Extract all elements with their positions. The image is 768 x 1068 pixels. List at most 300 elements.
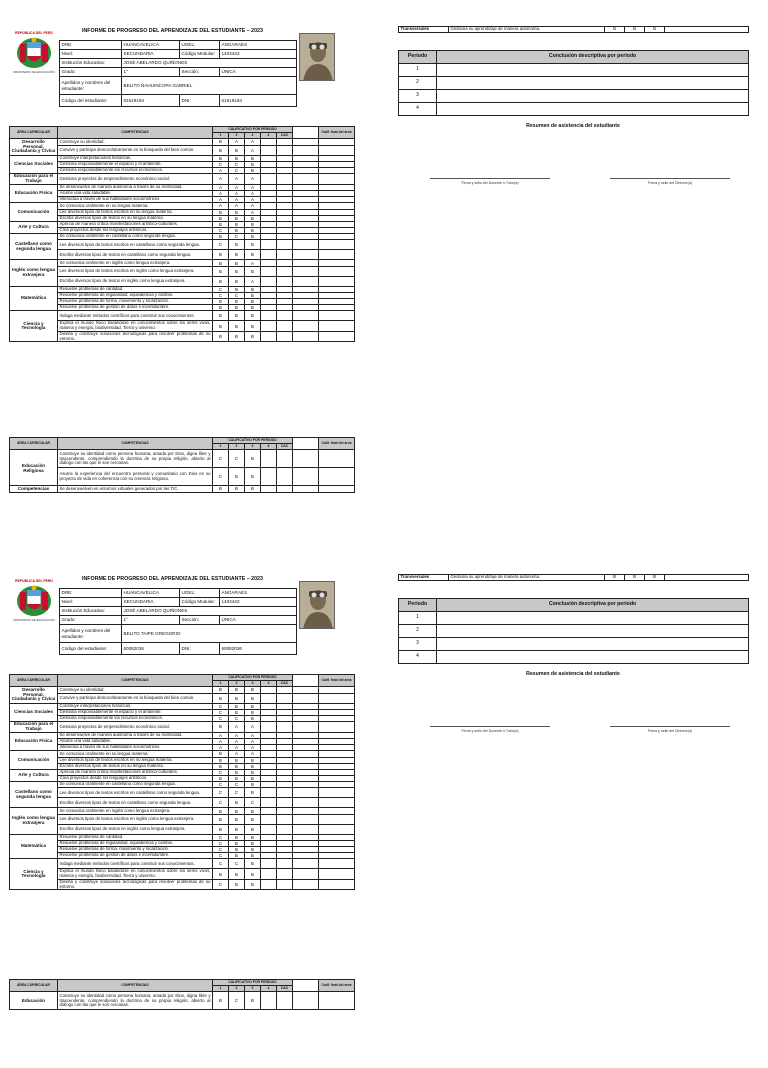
grade-cell: B xyxy=(229,763,245,769)
info-row xyxy=(60,77,297,95)
calif-final-header: Calif. final del área xyxy=(319,438,355,450)
competency-text: Construye su identidad como persona humana, amada por Dios, digna libre y trascendente, comprendiendo la doctrina de su propia religión, abierto al diálogo con las que le son cercanas. xyxy=(58,992,213,1010)
final-grade-cell xyxy=(319,266,355,276)
grade-cell: A xyxy=(229,197,245,203)
grade-cell: A xyxy=(245,139,261,145)
grade-cell: C xyxy=(213,468,229,486)
period-header-p3: 3 xyxy=(245,681,261,687)
grade-cell-p4 xyxy=(261,798,277,808)
area-name: Ciencia y Tecnología xyxy=(10,311,58,342)
competency-text: Lee diversos tipos de textos escritos en su lengua materna. xyxy=(58,209,213,215)
autonomia-grade: B xyxy=(625,27,645,33)
crest-top-text: REPÚBLICA DEL PERÚ xyxy=(15,31,53,35)
grade-cell: B xyxy=(245,703,261,709)
grade-cell: A xyxy=(229,722,245,733)
blank-cell xyxy=(293,331,319,341)
competency-row xyxy=(10,879,355,889)
period-header-cac: CAC xyxy=(277,681,293,687)
competency-text: Se comunica oralmente en inglés como lengua extranjera. xyxy=(58,260,213,266)
blank-cell xyxy=(293,266,319,276)
grade-cell: B xyxy=(229,240,245,250)
grade-cell: B xyxy=(245,847,261,853)
competency-text: Diseña y construye soluciones tecnológicas para resolver problemas de su entorno. xyxy=(59,330,211,341)
blank-cell xyxy=(293,174,319,185)
grade-cell: B xyxy=(213,234,229,240)
final-grade-cell xyxy=(319,331,355,341)
grade-cell: B xyxy=(213,814,229,824)
competency-text: Lee diversos tipos de textos escritos en castellano como segunda lengua. xyxy=(58,788,213,798)
grade-cell: A xyxy=(229,174,245,185)
competency-text: Crea proyectos desde los lenguajes artísticos. xyxy=(58,776,213,782)
blank-cell xyxy=(293,321,319,331)
tic-row xyxy=(10,486,355,492)
info-row xyxy=(60,598,297,607)
ugel-label: UGEL: xyxy=(180,589,220,598)
competency-text: Indaga mediante métodos científicos para construir sus conocimientos. xyxy=(58,311,213,321)
competency-text: Escribe diversos tipos de textos en castellano como segunda lengua. xyxy=(58,798,213,808)
grade-cell: A xyxy=(213,167,229,173)
dni-label: DNI: xyxy=(180,643,220,655)
grade-cell: B xyxy=(213,209,229,215)
blank-cell xyxy=(293,311,319,321)
grade-cell: A xyxy=(229,751,245,757)
grade-cell: B xyxy=(229,776,245,782)
religion-area-name: Educación Religiosa xyxy=(10,450,58,486)
grade-cell: B xyxy=(245,757,261,763)
competency-text: Resuelve problemas de cantidad. xyxy=(58,286,213,292)
dre-value: HUANCAVELICA xyxy=(122,589,180,598)
grade-cell: A xyxy=(229,745,245,751)
grade-cell-cac xyxy=(277,869,293,879)
final-grade-cell xyxy=(319,250,355,260)
info-row xyxy=(60,589,297,598)
grade-cell: B xyxy=(213,486,229,492)
religion-grades-table xyxy=(9,979,355,1010)
competency-text: Explica el mundo físico basándose en conocimientos sobre los seres vivos, materia y energía, biodiversidad, Tierra y universo. xyxy=(59,320,211,331)
calificativo-header: CALIFICATIVO POR PERIODO xyxy=(213,675,293,681)
blank-cell xyxy=(293,276,319,286)
teacher-signature-line: Firma y sello del Docente o Tutor(a) xyxy=(430,726,550,733)
grade-cell-cac xyxy=(277,266,293,276)
grade-cell: B xyxy=(229,286,245,292)
competency-text: Gestiona responsablemente los recursos económicos. xyxy=(58,167,213,173)
grade-cell: B xyxy=(213,776,229,782)
conclusion-row xyxy=(399,90,749,103)
grade-cell: C xyxy=(229,161,245,167)
periodo-number: 2 xyxy=(399,77,437,90)
area-name: Educación Física xyxy=(10,732,58,751)
report-title: INFORME DE PROGRESO DEL APRENDIZAJE DEL ESTUDIANTE – 2023 xyxy=(82,28,263,34)
competency-row xyxy=(10,174,355,185)
ministry-crest xyxy=(8,580,60,626)
competency-row xyxy=(10,788,355,798)
religion-area-name: Educación xyxy=(10,992,58,1010)
grade-cell-cac xyxy=(277,468,293,486)
coat-of-arms-icon xyxy=(16,36,52,70)
final-grade-cell xyxy=(319,276,355,286)
final-grade-cell xyxy=(319,788,355,798)
seccion-value: ÚNICA xyxy=(220,68,297,77)
crest-top-text: REPÚBLICA DEL PERÚ xyxy=(15,579,53,583)
teacher-signature-line: Firma y sello del Docente o Tutor(a) xyxy=(430,178,550,185)
grade-cell: C xyxy=(213,240,229,250)
grade-cell-cac xyxy=(277,450,293,468)
grade-cell-cac xyxy=(277,311,293,321)
competency-text: Se comunica oralmente en castellano como segunda lengua. xyxy=(58,782,213,788)
religion-row xyxy=(10,468,355,486)
competency-text: Gestiona proyectos de emprendimiento económico social. xyxy=(58,174,213,185)
autonomia-grade: B xyxy=(625,575,645,581)
religion-row xyxy=(10,992,355,1010)
info-row xyxy=(60,643,297,655)
periodo-header: Periodo xyxy=(399,599,437,612)
grade-cell-cac xyxy=(277,824,293,834)
period-header-p2: 2 xyxy=(229,986,245,992)
area-header: ÁREA CURRICULAR xyxy=(10,980,58,992)
ministry-crest xyxy=(8,32,60,78)
grade-cell: C xyxy=(213,798,229,808)
grade-cell: B xyxy=(245,788,261,798)
competency-row xyxy=(10,240,355,250)
grade-cell: A xyxy=(213,732,229,738)
grade-cell: B xyxy=(245,709,261,715)
competency-row xyxy=(10,276,355,286)
competency-text: Lee diversos tipos de textos escritos en su lengua materna. xyxy=(58,757,213,763)
final-grade-cell xyxy=(319,722,355,733)
competency-row xyxy=(10,814,355,824)
grade-cell: C xyxy=(229,450,245,468)
area-header: ÁREA CURRICULAR xyxy=(10,675,58,687)
grade-cell: B xyxy=(229,703,245,709)
competency-row xyxy=(10,145,355,155)
grade-cell-cac xyxy=(277,321,293,331)
final-grade-cell xyxy=(319,145,355,155)
report-page-2 xyxy=(0,548,768,1068)
grade-cell: B xyxy=(245,763,261,769)
competency-text: Construye su identidad como persona humana, amada por Dios, digna libre y trascendente, comprendiendo la doctrina de su propia religión, abierto al diálogo con las que le son cercanas. xyxy=(58,450,213,468)
apellidos-label: Apellidos y nombres del estudiante: xyxy=(60,625,122,643)
grade-cell: B xyxy=(229,808,245,814)
transversal-row xyxy=(399,575,749,581)
grade-cell-cac xyxy=(277,879,293,889)
grade-cell-cac xyxy=(277,722,293,733)
report-page-1 xyxy=(0,0,768,520)
nivel-value: SECUNDARIA xyxy=(122,50,180,59)
competency-text: Se comunica oralmente en su lengua materna. xyxy=(58,203,213,209)
competency-text: Resuelve problemas de gestión de datos e incertidumbre. xyxy=(58,853,213,859)
grade-cell: B xyxy=(229,693,245,703)
grade-cell: A xyxy=(245,738,261,744)
coat-of-arms-icon xyxy=(16,584,52,618)
autonomia-competency: Gestiona su aprendizaje de manera autónoma. xyxy=(449,27,605,33)
conclusion-row xyxy=(399,612,749,625)
info-row xyxy=(60,95,297,107)
grade-cell-p4 xyxy=(261,276,277,286)
grade-cell: B xyxy=(245,824,261,834)
competency-text: Aprecia de manera crítica manifestaciones artístico-culturales. xyxy=(58,769,213,775)
grade-cell-p4 xyxy=(261,869,277,879)
competency-text: Explica el mundo físico basándose en conocimientos sobre los seres vivos, materia y energía, biodiversidad, Tierra y universo. xyxy=(59,868,211,879)
tic-area-name: Competencias xyxy=(10,486,58,492)
blank-header xyxy=(293,980,319,992)
grade-cell: B xyxy=(229,847,245,853)
grade-cell-p4 xyxy=(261,145,277,155)
grade-cell-p4 xyxy=(261,311,277,321)
final-grade-cell xyxy=(319,824,355,834)
grade-cell: A xyxy=(213,190,229,196)
grade-cell: B xyxy=(245,782,261,788)
area-name: Educación para el Trabajo xyxy=(10,722,58,733)
codigo-modular-label: Código Modular: xyxy=(180,50,220,59)
grade-cell: B xyxy=(229,879,245,889)
grade-cell: B xyxy=(213,321,229,331)
student-info-table xyxy=(59,40,297,107)
grade-cell: B xyxy=(229,709,245,715)
institucion-label: Institución Educativa: xyxy=(60,59,122,68)
conclusion-cell xyxy=(437,103,749,116)
grade-cell: B xyxy=(245,331,261,341)
conclusion-cell xyxy=(437,90,749,103)
area-name: Castellano como segunda lengua xyxy=(10,234,58,260)
autonomia-grade: B xyxy=(605,27,625,33)
blank-cell xyxy=(293,814,319,824)
dre-value: HUANCAVELICA xyxy=(122,41,180,50)
competency-row xyxy=(10,869,355,879)
grade-cell: B xyxy=(245,992,261,1010)
info-row xyxy=(60,59,297,68)
area-name: Arte y Cultura xyxy=(10,221,58,233)
grade-cell: B xyxy=(245,292,261,298)
student-portrait xyxy=(299,33,335,81)
seccion-value: ÚNICA xyxy=(220,616,297,625)
grade-cell: B xyxy=(245,311,261,321)
competency-text: Se desenvuelve de manera autónoma a través de su motricidad. xyxy=(58,184,213,190)
grade-cell: B xyxy=(213,145,229,155)
conclusion-cell xyxy=(437,638,749,651)
competency-text: Resuelve problemas de gestión de datos e incertidumbre. xyxy=(58,305,213,311)
student-name-value: BELITO ÑAHUINCOPA GABRIEL xyxy=(122,77,297,95)
apellidos-label: Apellidos y nombres del estudiante: xyxy=(60,77,122,95)
competency-row xyxy=(10,321,355,331)
grade-cell: B xyxy=(229,834,245,840)
report-title: INFORME DE PROGRESO DEL APRENDIZAJE DEL ESTUDIANTE – 2023 xyxy=(82,576,263,582)
grade-cell-p4 xyxy=(261,250,277,260)
competency-text: Asume una vida saludable. xyxy=(58,738,213,744)
grade-cell: B xyxy=(213,155,229,161)
competency-text: Se comunica oralmente en inglés como lengua extranjera. xyxy=(58,808,213,814)
grade-cell: A xyxy=(229,732,245,738)
religion-row xyxy=(10,450,355,468)
competency-text: Aprecia de manera crítica manifestaciones artístico-culturales. xyxy=(58,221,213,227)
conclusion-table xyxy=(398,598,749,664)
blank-cell xyxy=(293,869,319,879)
area-name: Matemática xyxy=(10,286,58,311)
autonomia-competency: Gestiona su aprendizaje de manera autónoma. xyxy=(449,575,605,581)
final-grade-cell xyxy=(319,450,355,468)
grade-cell: B xyxy=(213,687,229,693)
area-name: Matemática xyxy=(10,834,58,859)
area-name: Educación Física xyxy=(10,184,58,203)
grade-cell: B xyxy=(229,228,245,234)
grade-cell: A xyxy=(245,745,261,751)
grade-cell: B xyxy=(245,250,261,260)
grade-cell: B xyxy=(245,321,261,331)
competency-text: Diseña y construye soluciones tecnológicas para resolver problemas de su entorno. xyxy=(59,878,211,889)
grade-cell: B xyxy=(229,266,245,276)
grade-cell-p4 xyxy=(261,174,277,185)
autonomia-final xyxy=(665,27,749,33)
area-name: Ciencia y Tecnología xyxy=(10,859,58,890)
blank-cell xyxy=(293,450,319,468)
grade-cell: B xyxy=(245,769,261,775)
grade-cell-p4 xyxy=(261,788,277,798)
competency-row xyxy=(10,250,355,260)
grade-cell: B xyxy=(229,769,245,775)
grade-cell: C xyxy=(229,715,245,721)
competency-row xyxy=(10,311,355,321)
competency-row xyxy=(10,693,355,703)
conclusion-row xyxy=(399,64,749,77)
grade-cell: C xyxy=(213,847,229,853)
grade-cell: B xyxy=(229,824,245,834)
competency-text: Resuelve problemas de forma, movimiento y localización. xyxy=(58,847,213,853)
codigo-modular-label: Código Modular: xyxy=(180,598,220,607)
grade-cell: B xyxy=(245,840,261,846)
director-signature-line: Firma y sello del Director(a) xyxy=(610,178,730,185)
dre-label: DRE: xyxy=(60,41,122,50)
competency-text: Convive y participa democráticamente en la búsqueda del bien común. xyxy=(58,693,213,703)
grade-cell: C xyxy=(213,286,229,292)
transversales-label: Transversales xyxy=(399,27,449,33)
period-header-p3: 3 xyxy=(245,986,261,992)
period-header-p2: 2 xyxy=(229,681,245,687)
grade-cell: B xyxy=(229,299,245,305)
grade-cell: B xyxy=(245,853,261,859)
grade-cell: A xyxy=(229,190,245,196)
conclusion-cell xyxy=(437,77,749,90)
area-header: ÁREA CURRICULAR xyxy=(10,127,58,139)
grade-cell: B xyxy=(213,276,229,286)
competency-text: Construye interpretaciones históricas. xyxy=(58,155,213,161)
calif-final-header: Calif. final del área xyxy=(319,980,355,992)
grade-cell: C xyxy=(229,234,245,240)
periodo-number: 4 xyxy=(399,103,437,116)
grade-cell-p4 xyxy=(261,859,277,869)
calificativo-header: CALIFICATIVO POR PERIODO xyxy=(213,438,293,444)
ugel-value: ANGARAES xyxy=(220,41,297,50)
period-header-p1: 1 xyxy=(213,681,229,687)
grade-cell: A xyxy=(245,722,261,733)
dni-value: 61619194 xyxy=(220,95,297,107)
grade-cell: C xyxy=(213,788,229,798)
grade-cell-p4 xyxy=(261,693,277,703)
grade-cell: A xyxy=(245,203,261,209)
grade-cell: B xyxy=(229,468,245,486)
grade-cell: B xyxy=(245,221,261,227)
blank-cell xyxy=(293,693,319,703)
grade-cell: B xyxy=(229,215,245,221)
competency-text: Se desenvuelven en entornos virtuales generados por las TIC. xyxy=(58,486,213,492)
grades-table xyxy=(9,674,355,890)
calificativo-header: CALIFICATIVO POR PERIODO xyxy=(213,127,293,133)
grades-header-row xyxy=(10,438,355,444)
final-grade-cell xyxy=(319,798,355,808)
grade-cell-cac xyxy=(277,174,293,185)
ugel-value: ANGARAES xyxy=(220,589,297,598)
codigo-modular-value: 1403443 xyxy=(220,50,297,59)
info-row xyxy=(60,50,297,59)
period-header-p4: 4 xyxy=(261,681,277,687)
grade-cell: C xyxy=(229,788,245,798)
grade-cell: B xyxy=(229,209,245,215)
grade-cell-cac xyxy=(277,859,293,869)
grade-cell: B xyxy=(213,215,229,221)
grade-cell: B xyxy=(245,486,261,492)
grade-cell: B xyxy=(229,869,245,879)
conclusion-cell xyxy=(437,625,749,638)
grade-cell-p4 xyxy=(261,468,277,486)
grade-cell: B xyxy=(245,808,261,814)
final-grade-cell xyxy=(319,486,355,492)
grade-cell: B xyxy=(245,266,261,276)
codigo-estudiante-value: 61619194 xyxy=(122,95,180,107)
competency-row xyxy=(10,859,355,869)
competency-text: Resuelve problemas de regularidad, equivalencia y cambio. xyxy=(58,292,213,298)
grade-cell: B xyxy=(245,286,261,292)
grade-cell: C xyxy=(213,840,229,846)
blank-cell xyxy=(293,788,319,798)
grade-cell-cac xyxy=(277,240,293,250)
competency-text: Escribe diversos tipos de textos en su lengua materna. xyxy=(58,763,213,769)
area-name: Arte y Cultura xyxy=(10,769,58,781)
area-name: Ciencias Sociales xyxy=(10,703,58,722)
grade-cell-cac xyxy=(277,992,293,1010)
area-header: ÁREA CURRICULAR xyxy=(10,438,58,450)
conclusion-header-label: Conclusión descriptiva por periodo xyxy=(437,51,749,64)
blank-cell xyxy=(293,992,319,1010)
grade-cell: A xyxy=(245,197,261,203)
autonomia-final xyxy=(665,575,749,581)
grade-cell: B xyxy=(229,250,245,260)
grade-cell-cac xyxy=(277,486,293,492)
grado-label: Grado: xyxy=(60,68,122,77)
grade-cell: C xyxy=(213,782,229,788)
period-header-p1: 1 xyxy=(213,986,229,992)
periodo-number: 3 xyxy=(399,90,437,103)
grade-cell: B xyxy=(213,751,229,757)
grade-cell: C xyxy=(213,879,229,889)
grade-cell: B xyxy=(229,757,245,763)
grade-cell: B xyxy=(245,167,261,173)
competency-text: Escribe diversos tipos de textos en castellano como segunda lengua. xyxy=(58,250,213,260)
grade-cell: A xyxy=(213,197,229,203)
seccion-label: Sección: xyxy=(180,68,220,77)
area-name: Comunicación xyxy=(10,751,58,770)
grades-table xyxy=(9,126,355,342)
grade-cell: B xyxy=(245,215,261,221)
competency-text: Lee diversos tipos de textos escritos en inglés como lengua extranjera. xyxy=(58,814,213,824)
grade-cell: B xyxy=(245,240,261,250)
period-header-p1: 1 xyxy=(213,133,229,139)
final-grade-cell xyxy=(319,814,355,824)
grade-cell: A xyxy=(245,732,261,738)
competency-text: Asume la experiencia del encuentro personal y comunitario con Dios en su proyecto de vida en coherencia con su creencia religiosa. xyxy=(58,468,213,486)
grade-cell: C xyxy=(213,715,229,721)
grade-cell: B xyxy=(245,305,261,311)
grade-cell: A xyxy=(245,276,261,286)
final-grade-cell xyxy=(319,468,355,486)
grade-cell: B xyxy=(229,321,245,331)
